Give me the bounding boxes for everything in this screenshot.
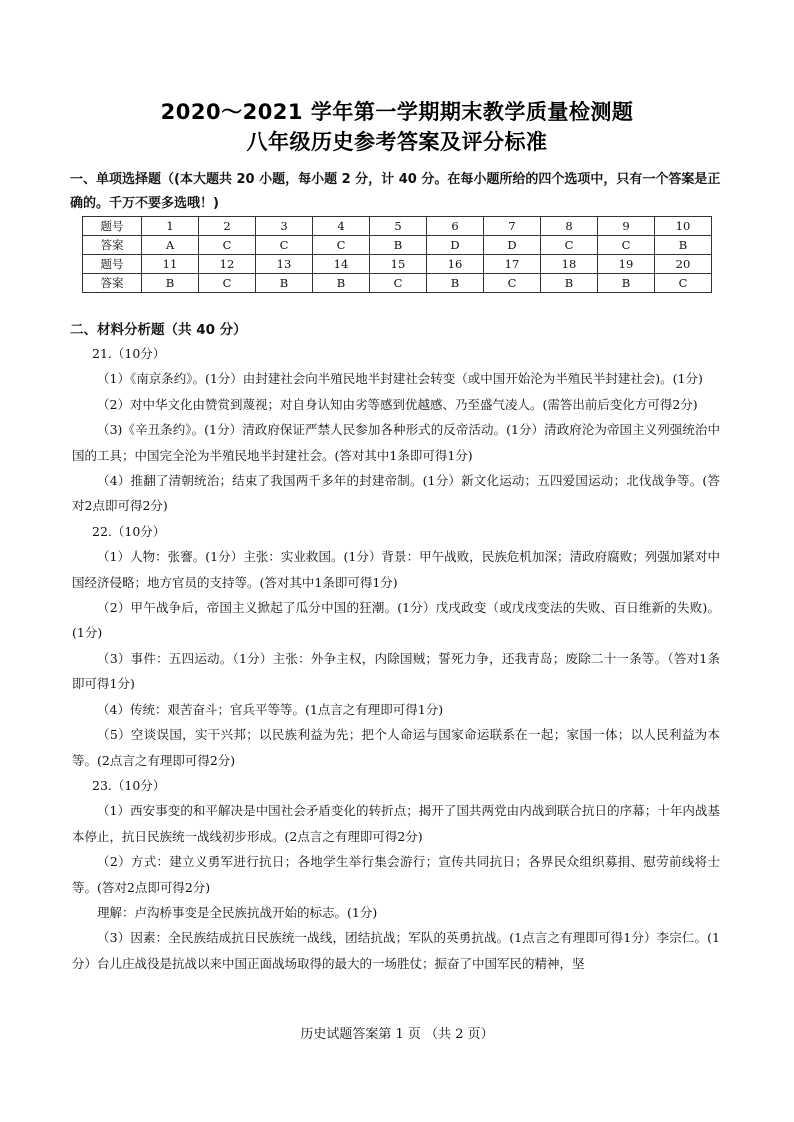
answer-cell: B (427, 274, 484, 293)
row-label: 题号 (83, 217, 142, 236)
question-number: 16 (427, 255, 484, 274)
question-number: 5 (370, 217, 427, 236)
section2-heading: 二、材料分析题（共 40 分） (70, 322, 247, 338)
question-number: 18 (541, 255, 598, 274)
question-number: 14 (313, 255, 370, 274)
answer-cell: B (655, 236, 712, 255)
answer-cell: B (256, 274, 313, 293)
question-number: 4 (313, 217, 370, 236)
question-number: 11 (142, 255, 199, 274)
answer-cell: D (484, 236, 541, 255)
page-footer: 历史试题答案第 1 页 （共 2 页） (300, 1027, 494, 1042)
section2-body (72, 341, 720, 976)
answer-cell: D (427, 236, 484, 255)
row-label: 答案 (83, 236, 142, 255)
question-number: 8 (541, 217, 598, 236)
answer-cell: C (199, 274, 256, 293)
answer-paragraph: （4）推翻了清朝统治；结束了我国两千多年的封建帝制。(1分）新文化运动；五四爱国运动；北伐战争等。(答对2点即可得2分) (72, 473, 720, 514)
answer-cell: C (655, 274, 712, 293)
question-number: 13 (256, 255, 313, 274)
question-number: 12 (199, 255, 256, 274)
question-number-line: 22.（10分） (92, 523, 166, 539)
table-row (83, 217, 712, 236)
table-row (83, 236, 712, 255)
answer-paragraph: （2）对中华文化由赞赏到蔑视；对自身认知由劣等感到优越感、乃至盛气凌人。(需答出前后变化方可得2分) (97, 396, 698, 412)
answer-paragraph: （5）空谈误国，实干兴邦；以民族利益为先；把个人命运与国家命运联系在一起；家国一体；以人民利益为本等。(2点言之有理即可得2分) (72, 727, 720, 768)
answer-paragraph: （2）方式：建立义勇军进行抗日；各地学生举行集会游行；宣传共同抗日；各界民众组织募捐、慰劳前线将士等。(答对2点即可得2分) (72, 854, 720, 895)
answer-cell: C (313, 236, 370, 255)
question-number: 9 (598, 217, 655, 236)
answer-paragraph: （2）甲午战争后，帝国主义掀起了瓜分中国的狂潮。(1分）戊戌政变（或戊戌变法的失败、百日维新的失败)。(1分) (72, 600, 720, 641)
row-label: 题号 (83, 255, 142, 274)
section1-heading (70, 168, 730, 216)
answer-paragraph: （1）西安事变的和平解决是中国社会矛盾变化的转折点；揭开了国共两党由内战到联合抗日的序幕；十年内战基本停止，抗日民族统一战线初步形成。(2点言之有理即可得2分) (72, 803, 720, 844)
answer-paragraph: （3）因素：全民族结成抗日民族统一战线，团结抗战；军队的英勇抗战。(1点言之有理即可得1分）李宗仁。(1分）台儿庄战役是抗战以来中国正面战场取得的最大的一场胜仗；振奋了中国军民的精神，坚 (72, 930, 720, 971)
answer-cell: C (199, 236, 256, 255)
question-number: 17 (484, 255, 541, 274)
question-number: 19 (598, 255, 655, 274)
answer-cell: C (541, 236, 598, 255)
answer-cell: C (370, 274, 427, 293)
answer-paragraph: （1）人物：张謇。(1分）主张：实业救国。(1分）背景：甲午战败，民族危机加深；清政府腐败；列强加紧对中国经济侵略；地方官员的支持等。(答对其中1条即可得1分) (72, 549, 720, 590)
document-title: 2020～2021 学年第一学期期末教学质量检测题 (160, 100, 634, 124)
answer-cell: C (484, 274, 541, 293)
answer-paragraph: （3）事件：五四运动。（1分）主张：外争主权，内除国贼；誓死力争，还我青岛；废除二十一条等。（答对1条即可得1分) (72, 650, 720, 692)
answer-cell: B (541, 274, 598, 293)
answer-cell: B (370, 236, 427, 255)
answer-paragraph: （1）《南京条约》。(1分）由封建社会向半殖民地半封建社会转变（或中国开始沦为半殖民半封建社会)。(1分) (97, 371, 703, 387)
document-subtitle: 八年级历史参考答案及评分标准 (246, 130, 548, 154)
answer-paragraph: 理解：卢沟桥事变是全民族抗战开始的标志。(1分) (97, 904, 378, 920)
question-number: 3 (256, 217, 313, 236)
answer-key-table (82, 216, 712, 293)
question-number: 1 (142, 217, 199, 236)
answer-cell: A (142, 236, 199, 255)
question-number: 15 (370, 255, 427, 274)
question-number-line: 21.（10分） (92, 346, 166, 361)
row-label: 答案 (83, 274, 142, 293)
question-number: 7 (484, 217, 541, 236)
question-number: 20 (655, 255, 712, 274)
table-row (83, 274, 712, 293)
answer-paragraph: （4）传统：艰苦奋斗；官兵平等等。(1点言之有理即可得1分) (97, 701, 444, 717)
answer-cell: C (598, 236, 655, 255)
answer-cell: B (598, 274, 655, 293)
table-row (83, 255, 712, 274)
answer-cell: B (142, 274, 199, 293)
answer-cell: B (313, 274, 370, 293)
question-number-line: 23.（10分） (92, 777, 166, 793)
section1-heading-text: 一、单项选择题（(本大题共 20 小题，每小题 2 分，计 40 分。在每小题所给的四个选项中，只有一个答案是正确的。千万不要多选哦！) (70, 172, 721, 211)
question-number: 6 (427, 217, 484, 236)
answer-paragraph: （3)《辛丑条约》。(1分）清政府保证严禁人民参加各种形式的反帝活动。(1分）清政府沦为帝国主义列强统治中国的工具；中国完全沦为半殖民地半封建社会。(答对其中1条即可得1分) (72, 422, 720, 463)
answer-cell: C (256, 236, 313, 255)
question-number: 10 (655, 217, 712, 236)
question-number: 2 (199, 217, 256, 236)
